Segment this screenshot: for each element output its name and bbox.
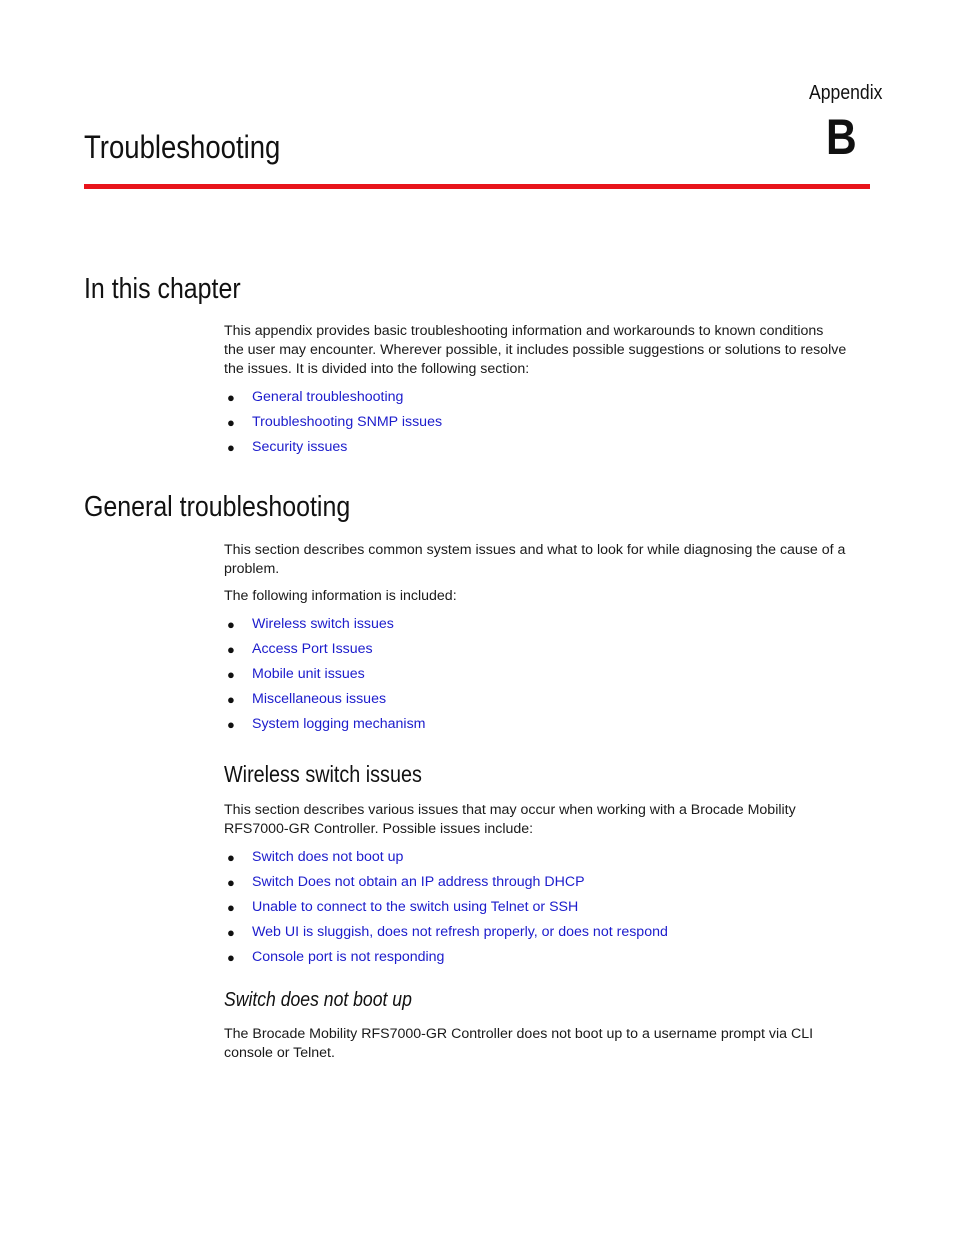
general-line: This section describes common system issues and what to look for while diagnosing the cause of a <box>224 542 846 558</box>
link-wireless-switch-issues[interactable]: Wireless switch issues <box>252 616 394 632</box>
heading-switch-does-not-boot: Switch does not boot up <box>224 989 412 1011</box>
bullet-icon: ● <box>227 415 235 430</box>
bullet-icon: ● <box>227 717 235 732</box>
appendix-letter: B <box>826 109 857 165</box>
intro-line: the user may encounter. Wherever possible, it includes possible suggestions or solutions to resolve <box>224 342 847 358</box>
bullet-icon: ● <box>227 950 235 965</box>
general-line: problem. <box>224 561 280 577</box>
intro-paragraph <box>224 322 874 379</box>
bullet-icon: ● <box>227 925 235 940</box>
bullet-icon: ● <box>227 667 235 682</box>
link-general-troubleshooting[interactable]: General troubleshooting <box>252 389 404 405</box>
link-miscellaneous-issues[interactable]: Miscellaneous issues <box>252 691 387 707</box>
intro-line: the issues. It is divided into the following section: <box>224 361 530 377</box>
bullet-icon: ● <box>227 850 235 865</box>
bullet-icon: ● <box>227 692 235 707</box>
following-info-text: The following information is included: <box>224 588 457 604</box>
heading-wireless-switch-issues: Wireless switch issues <box>224 761 422 787</box>
wireless-line: RFS7000-GR Controller. Possible issues include: <box>224 821 534 837</box>
boot-line: The Brocade Mobility RFS7000-GR Controller does not boot up to a username prompt via CLI <box>224 1026 814 1042</box>
bullet-icon: ● <box>227 900 235 915</box>
wireless-line: This section describes various issues that may occur when working with a Brocade Mobility <box>224 802 796 818</box>
link-access-port-issues[interactable]: Access Port Issues <box>252 641 373 657</box>
intro-line: This appendix provides basic troubleshooting information and workarounds to known conditions <box>224 323 824 339</box>
bullet-icon: ● <box>227 390 235 405</box>
bullet-icon: ● <box>227 875 235 890</box>
link-switch-does-not-boot[interactable]: Switch does not boot up <box>252 849 404 865</box>
wireless-paragraph <box>224 801 874 839</box>
link-console-port[interactable]: Console port is not responding <box>252 949 445 965</box>
boot-line: console or Telnet. <box>224 1045 335 1061</box>
chapter-title: Troubleshooting <box>84 129 281 165</box>
heading-general-troubleshooting: General troubleshooting <box>84 491 351 523</box>
link-security-issues[interactable]: Security issues <box>252 439 348 455</box>
boot-paragraph <box>224 1025 874 1063</box>
bullet-icon: ● <box>227 642 235 657</box>
link-system-logging[interactable]: System logging mechanism <box>252 716 426 732</box>
link-troubleshooting-snmp[interactable]: Troubleshooting SNMP issues <box>252 414 443 430</box>
appendix-label: Appendix <box>808 82 882 104</box>
general-paragraph <box>224 541 874 579</box>
title-rule <box>84 184 870 189</box>
bullet-icon: ● <box>227 617 235 632</box>
link-no-dhcp-address[interactable]: Switch Does not obtain an IP address through DHCP <box>252 874 585 890</box>
link-telnet-ssh[interactable]: Unable to connect to the switch using Telnet or SSH <box>252 899 579 915</box>
heading-in-this-chapter: In this chapter <box>84 273 241 305</box>
link-mobile-unit-issues[interactable]: Mobile unit issues <box>252 666 365 682</box>
link-web-ui-sluggish[interactable]: Web UI is sluggish, does not refresh properly, or does not respond <box>252 924 668 940</box>
bullet-icon: ● <box>227 440 235 455</box>
